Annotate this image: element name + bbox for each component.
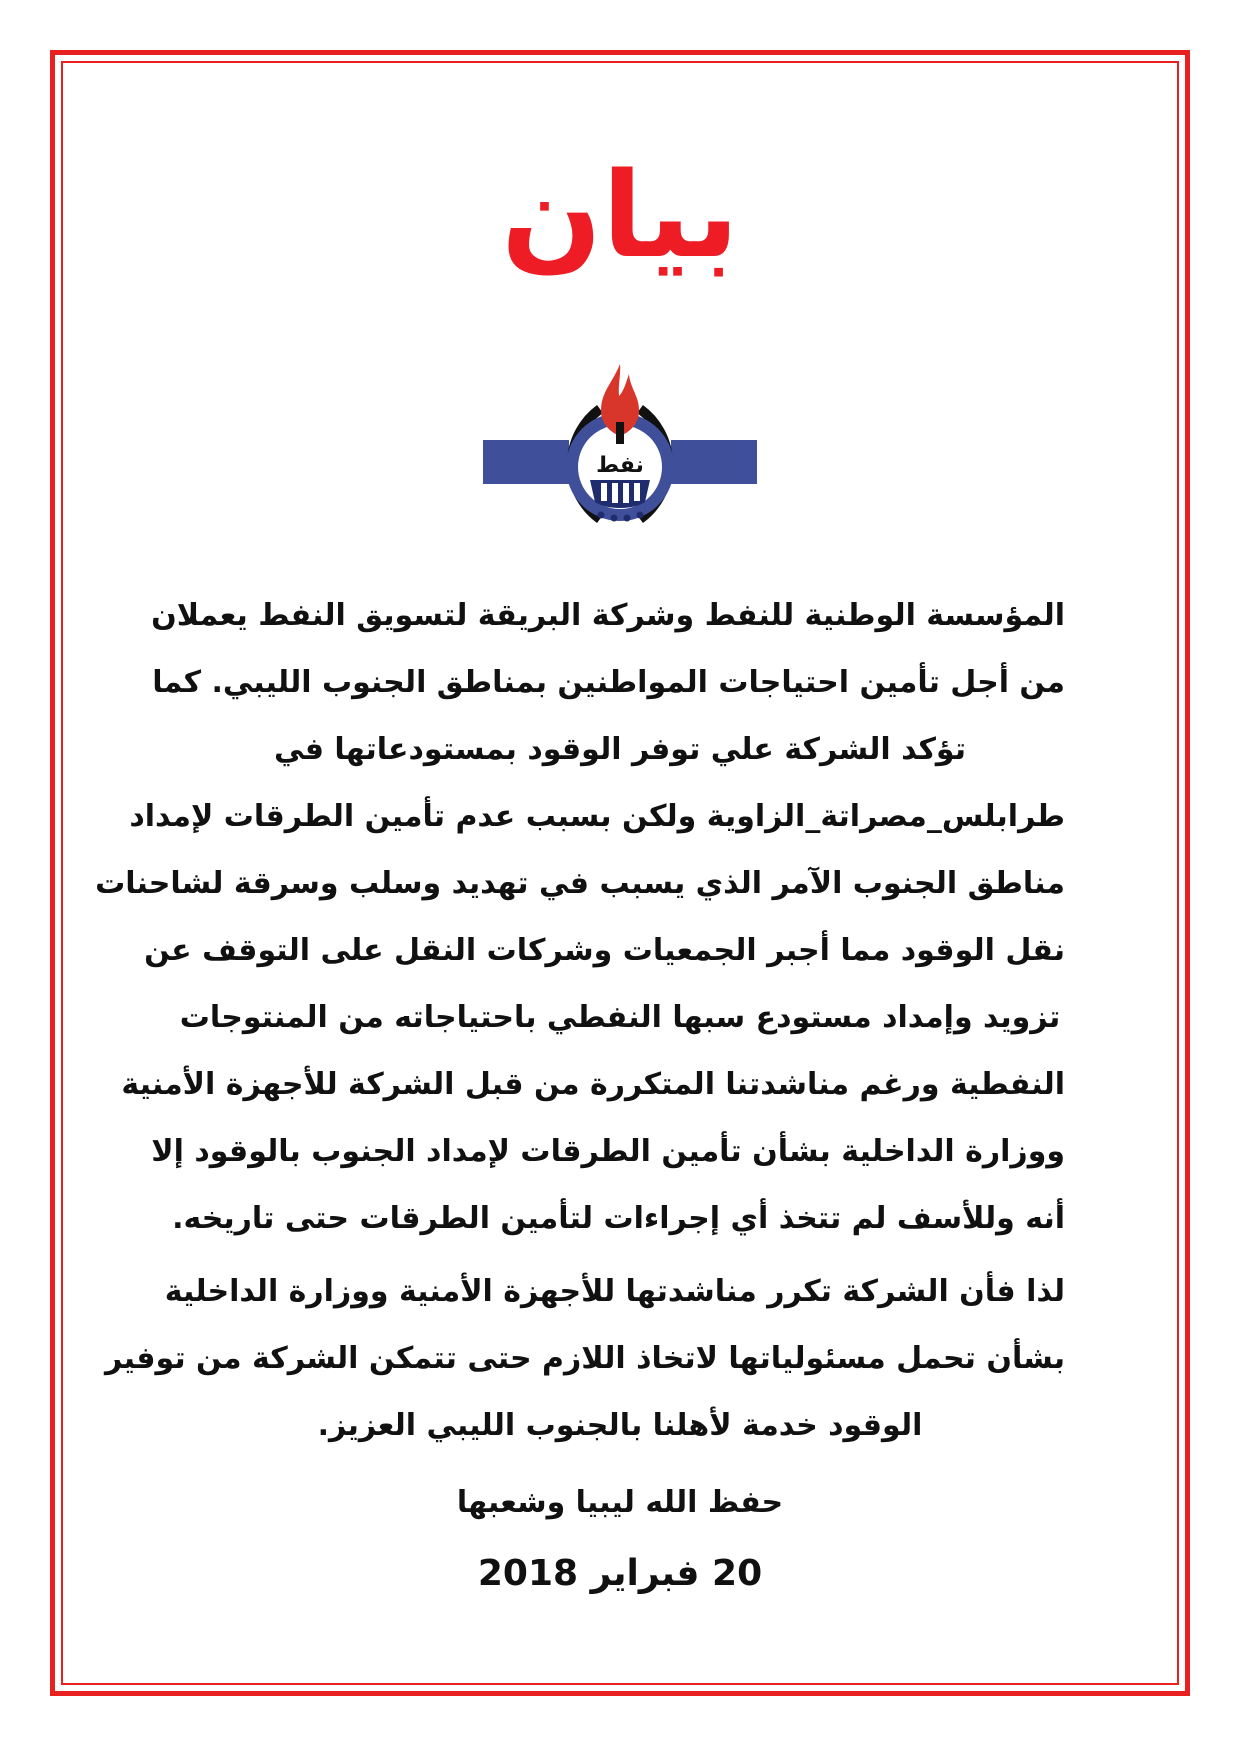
document-title: بيان [501, 146, 739, 284]
logo-dot [611, 515, 618, 522]
text-line: تؤكد الشركة علي توفر الوقود بمستودعاتها في [273, 732, 966, 767]
text-line: ووزارة الداخلية بشأن تأمين الطرقات لإمداد الجنوب بالوقود إلا [151, 1134, 1065, 1169]
logo-left-bar [483, 440, 569, 484]
text-line: الوقود خدمة لأهلنا بالجنوب الليبي العزيز. [317, 1408, 923, 1443]
noc-logo [483, 362, 757, 534]
document-date: 20 فبراير 2018 [477, 1553, 763, 1594]
logo-dot [598, 512, 605, 519]
text-line: مناطق الجنوب الآمر الذي يسبب في تهديد وسلب وسرقة لشاحنات [95, 866, 1065, 901]
text-line: لذا فأن الشركة تكرر مناشدتها للأجهزة الأمنية ووزارة الداخلية [164, 1274, 1065, 1309]
text-line: طرابلس_مصراتة_الزاوية ولكن بسبب عدم تأمين الطرقات لإمداد [129, 799, 1065, 834]
closing-line: حفظ الله ليبيا وشعبها [456, 1485, 784, 1520]
text-line: من أجل تأمين احتياجات المواطنين بمناطق الجنوب الليبي. كما [152, 665, 1065, 700]
logo-dot [624, 515, 631, 522]
text-line: أنه وللأسف لم تتخذ أي إجراءات لتأمين الطرقات حتى تاريخه. [172, 1201, 1065, 1236]
logo-lower-cup [590, 480, 650, 508]
logo-dot [637, 512, 644, 519]
text-line: بشأن تحمل مسئولياتها لاتخاذ اللازم حتى تتمكن الشركة من توفير [104, 1341, 1065, 1376]
logo-right-bar [671, 440, 757, 484]
paragraph-2 [104, 1258, 1065, 1459]
text-line: نقل الوقود مما أجبر الجمعيات وشركات النقل على التوقف عن [144, 933, 1065, 968]
logo-text: نفط [596, 453, 644, 478]
logo-flame-stem [616, 422, 624, 444]
paragraph-1 [95, 582, 1065, 1252]
statement-body [95, 582, 1065, 1604]
text-line: تزويد وإمداد مستودع سبها النفطي باحتياجاته من المنتوجات [179, 1000, 1061, 1035]
text-line: المؤسسة الوطنية للنفط وشركة البريقة لتسويق النفط يعملان [151, 598, 1065, 633]
text-line: النفطية ورغم مناشدتنا المتكررة من قبل الشركة للأجهزة الأمنية [121, 1067, 1065, 1102]
